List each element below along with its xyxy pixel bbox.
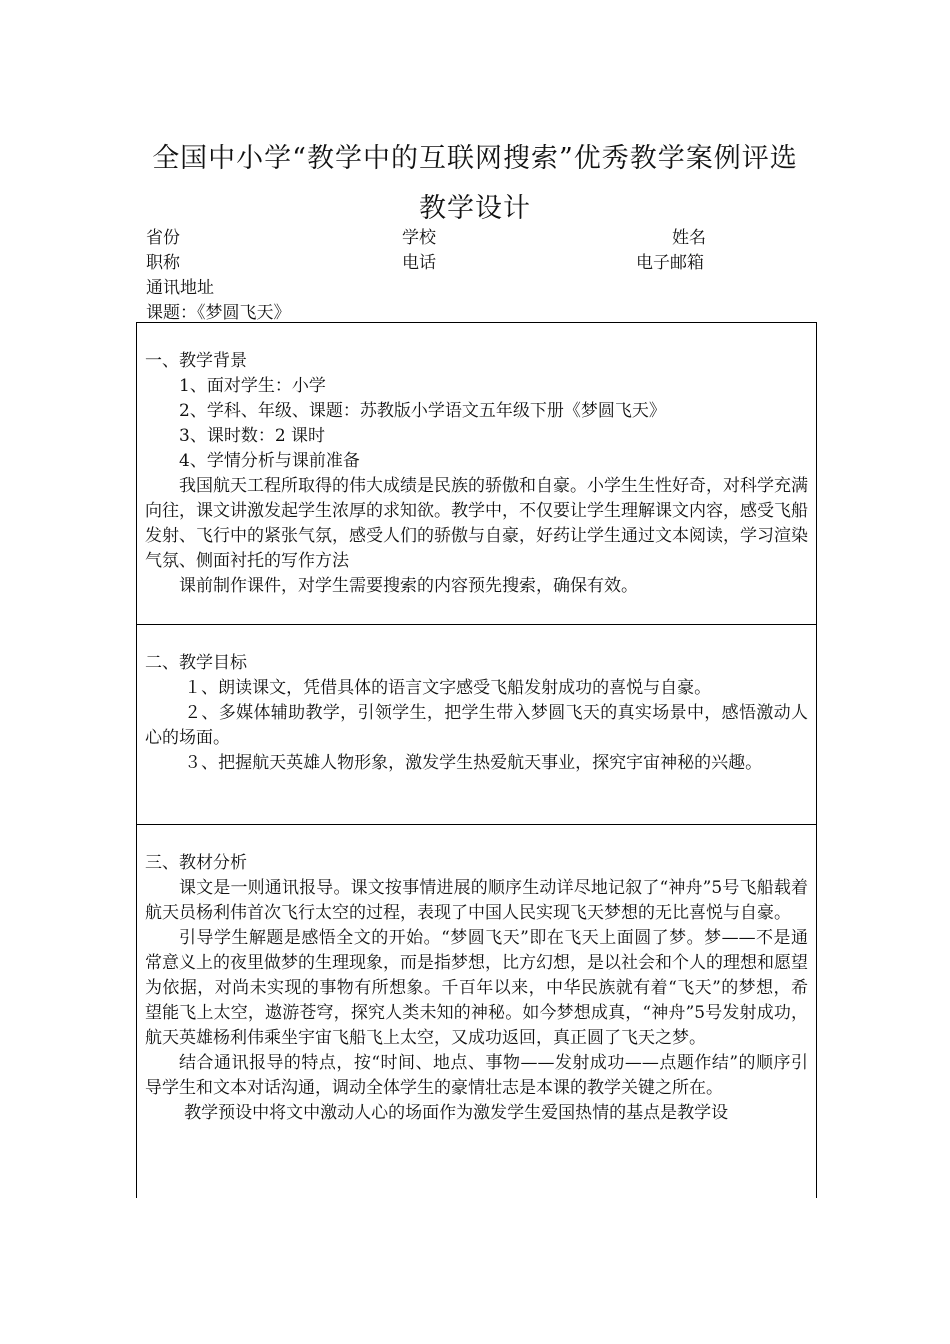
list-item: １、朗读课文，凭借具体的语言文字感受飞船发射成功的喜悦与自豪。 (184, 678, 712, 698)
list-item: ２、多媒体辅助教学，引领学生，把学生带入梦圆飞天的真实场景中，感悟激动人心的场面。 (145, 703, 808, 748)
paragraph: 课文是一则通讯报导。课文按事情进展的顺序生动详尽地记叙了“神舟”5号飞船载着航天员杨利伟首次飞行太空的过程，表现了中国人民实现飞天梦想的无比喜悦与自豪。 (145, 878, 808, 923)
section-materials (137, 824, 816, 1198)
section-goals (137, 624, 816, 824)
list-item: 1、面对学生：小学 (179, 376, 326, 396)
document-title: 全国中小学“教学中的互联网搜索”优秀教学案例评选 (152, 143, 798, 174)
list-item: 3、课时数：2 课时 (179, 426, 326, 446)
section-heading: 三、教材分析 (145, 853, 247, 873)
design-table (136, 322, 817, 1198)
section-heading: 二、教学目标 (145, 653, 247, 673)
list-item: 2、学科、年级、课题：苏教版小学语文五年级下册《梦圆飞天》 (179, 401, 666, 421)
name-label: 姓名 (672, 228, 706, 248)
paragraph: 教学预设中将文中激动人心的场面作为激发学生爱国热情的基点是教学设 (184, 1103, 729, 1123)
paragraph: 引导学生解题是感悟全文的开始。“梦圆飞天”即在飞天上面圆了梦。梦——不是通常意义上的夜里做梦的生理现象，而是指梦想，比方幻想，是以社会和个人的理想和愿望为依据，对尚未实现的事物有所想象。千百年以来，中华民族就有着“飞天”的梦想，希望能飞上太空，遨游苍穹，探究人类未知的神秘。如今梦想成真，“神舟”5号发射成功，航天英雄杨利伟乘坐宇宙飞船飞上太空，又成功返回，真正圆了飞天之梦。 (145, 928, 808, 1048)
phone-label: 电话 (402, 253, 436, 273)
topic-label: 课题：《梦圆飞天》 (146, 303, 291, 323)
province-label: 省份 (146, 228, 180, 248)
paragraph: 我国航天工程所取得的伟大成绩是民族的骄傲和自豪。小学生生性好奇，对科学充满向往，课文讲激发起学生浓厚的求知欲。教学中，不仅要让学生理解课文内容，感受飞船发射、飞行中的紧张气氛，感受人们的骄傲与自豪，好药让学生通过文本阅读，学习渲染气氛、侧面衬托的写作方法 (145, 476, 808, 571)
school-label: 学校 (402, 228, 436, 248)
section-background (137, 322, 816, 624)
section-heading: 一、教学背景 (145, 351, 247, 371)
list-item: ３、把握航天英雄人物形象，激发学生热爱航天事业，探究宇宙神秘的兴趣。 (184, 753, 763, 773)
email-label: 电子邮箱 (636, 253, 704, 273)
document-subtitle: 教学设计 (419, 193, 531, 224)
position-label: 职称 (146, 253, 180, 273)
list-item: 4、学情分析与课前准备 (179, 451, 360, 471)
address-label: 通讯地址 (146, 278, 214, 298)
paragraph: 课前制作课件，对学生需要搜索的内容预先搜索，确保有效。 (179, 576, 638, 596)
paragraph: 结合通讯报导的特点，按“时间、地点、事物——发射成功——点题作结”的顺序引导学生和文本对话沟通，调动全体学生的豪情壮志是本课的教学关键之所在。 (145, 1053, 808, 1098)
